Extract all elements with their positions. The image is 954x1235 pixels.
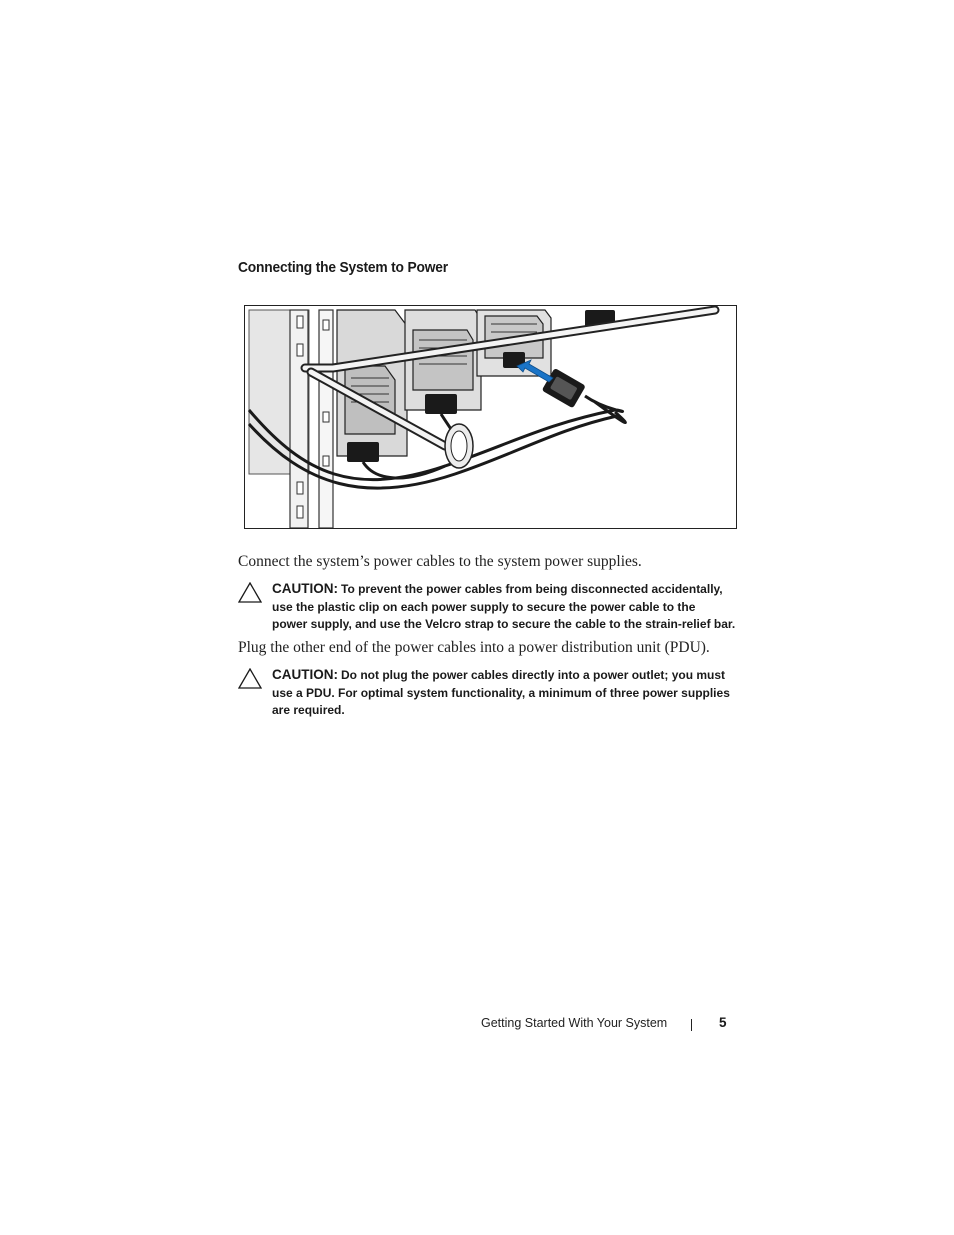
caution-text [272,580,742,634]
caution-line: power supply, and use the Velcro strap to secure the cable to the strain-relief bar. [272,617,736,631]
power-cable-illustration [244,305,737,529]
caution-line: use a PDU. For optimal system functionality, a minimum of three power supplies [272,685,730,700]
caution-line: To prevent the power cables from being disconnected accidentally, [341,582,723,596]
caution-line: Do not plug the power cables directly into a power outlet; you must [341,668,726,682]
footer-separator [691,1019,692,1031]
caution-line: are required. [272,703,345,717]
caution-label: CAUTION: [272,581,338,596]
footer-title: Getting Started With Your System [481,1016,668,1030]
caution-triangle-icon [238,668,262,689]
section-heading: Connecting the System to Power [238,259,448,276]
caution-text [272,666,742,720]
paragraph-connect-cables: Connect the system’s power cables to the system power supplies. [238,553,642,570]
caution-line: use the plastic clip on each power supply to secure the power cable to the [272,599,696,614]
caution-triangle-icon [238,582,262,603]
page-number: 5 [719,1015,727,1030]
caution-label: CAUTION: [272,667,338,682]
paragraph-plug-pdu: Plug the other end of the power cables into a power distribution unit (PDU). [238,639,710,656]
